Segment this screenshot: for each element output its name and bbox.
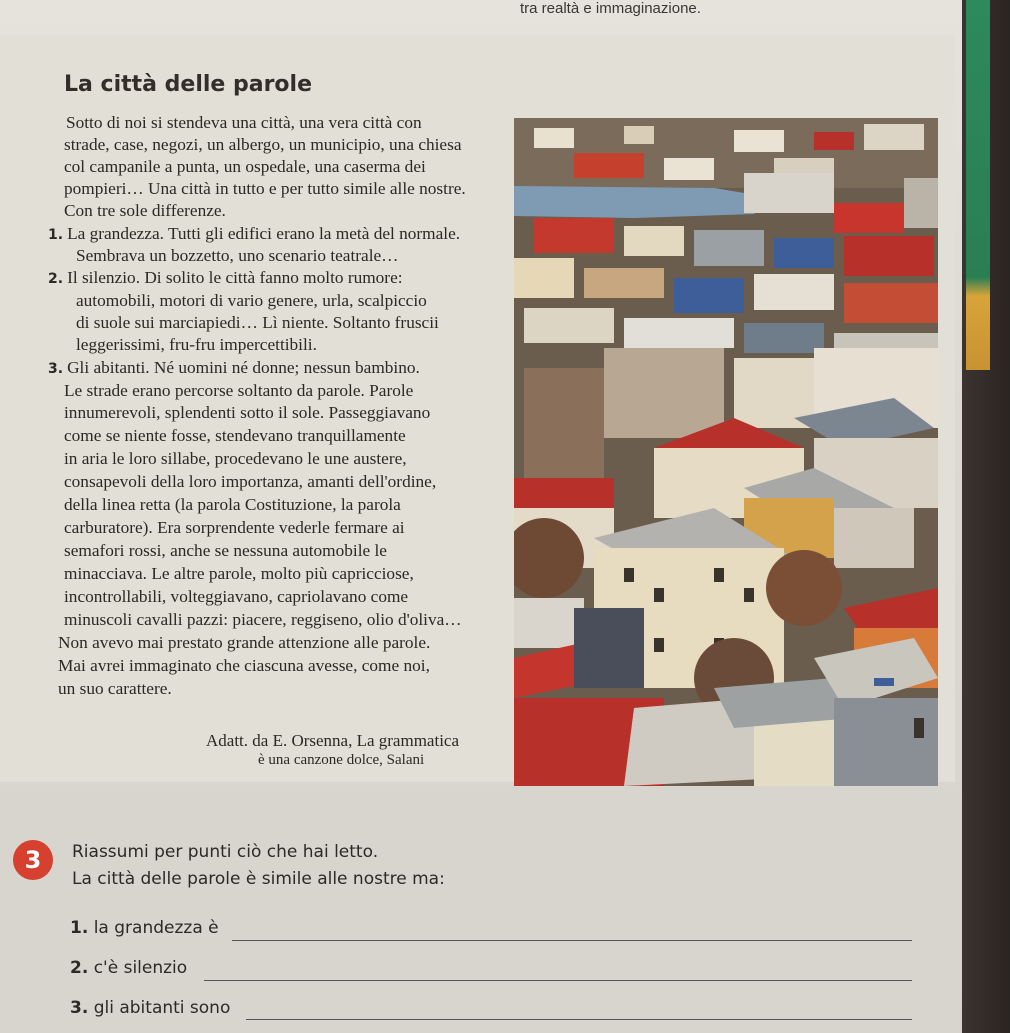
text-line: pompieri… Una città in tutto e per tutto simile alle nostre. [64, 179, 466, 198]
answer-blank-1[interactable] [232, 940, 912, 941]
exercise-item [70, 958, 187, 978]
exercise-item [70, 918, 219, 938]
exercise-item-text: c'è silenzio [93, 958, 188, 978]
list-item [48, 358, 420, 379]
text-line: Gli abitanti. Né uomini né donne; nessun bambino. [67, 358, 420, 377]
text-line: Sembrava un bozzetto, uno scenario teatrale… [76, 246, 399, 265]
answer-blank-2[interactable] [204, 980, 912, 981]
source-attribution: Adatt. da E. Orsenna, La grammatica [206, 731, 460, 750]
text-line: Mai avrei immaginato che ciascuna avesse, come noi, [58, 656, 430, 675]
text-line: Con tre sole differenze. [64, 201, 226, 220]
text-line: un suo carattere. [58, 679, 172, 698]
city-photo-illustration [514, 118, 938, 786]
text-line: automobili, motori di vario genere, urla, scalpiccio [76, 291, 427, 310]
exercise-item-number: 2. [70, 958, 89, 978]
text-line: Sotto di noi si stendeva una città, una vera città con [66, 113, 422, 132]
text-line: incontrollabili, volteggiavano, capriolavano come [64, 587, 409, 606]
text-line: come se niente fosse, stendevano tranquillamente [64, 426, 406, 445]
source-publisher: è una canzone dolce, Salani [258, 752, 425, 768]
running-header: tra realtà e immaginazione. [520, 0, 701, 17]
page-title: La città delle parole [64, 72, 312, 97]
city-rooftops-photo [514, 118, 938, 786]
text-line: minacciava. Le altre parole, molto più capricciose, [64, 564, 414, 583]
list-number: 3. [48, 361, 64, 377]
text-line: minuscoli cavalli pazzi: piacere, reggiseno, olio d'oliva… [64, 610, 462, 629]
text-line: innumerevoli, splendenti sotto il sole. Passeggiavano [64, 403, 431, 422]
exercise-item-text: gli abitanti sono [93, 998, 231, 1018]
list-number: 1. [48, 227, 64, 243]
list-item [48, 224, 460, 245]
exercise-item-number: 1. [70, 918, 89, 938]
list-number: 2. [48, 271, 64, 287]
exercise-number-badge: 3 [13, 840, 53, 880]
text-line: della linea retta (la parola Costituzione, la parola [64, 495, 401, 514]
text-line: leggerissimi, fru-fru impercettibili. [76, 335, 317, 354]
exercise-section [0, 786, 960, 1033]
text-line: carburatore). Era sorprendente vederle fermare ai [64, 518, 405, 537]
exercise-prompt: La città delle parole è simile alle nostre ma: [72, 869, 445, 889]
text-line: La grandezza. Tutti gli edifici erano la metà del normale. [67, 224, 461, 243]
text-line: di suole sui marciapiedi… Lì niente. Soltanto fruscii [76, 313, 439, 332]
text-line: col campanile a punta, un ospedale, una caserma dei [64, 157, 426, 176]
text-line: semafori rossi, anche se nessuna automobile le [64, 541, 387, 560]
answer-blank-3[interactable] [246, 1019, 912, 1020]
text-line: Il silenzio. Di solito le città fanno molto rumore: [67, 268, 403, 287]
list-item [48, 268, 403, 289]
text-line: consapevoli della loro importanza, amanti dell'ordine, [64, 472, 437, 491]
text-line: in aria le loro sillabe, procedevano le une austere, [64, 449, 407, 468]
text-line: Non avevo mai prestato grande attenzione alle parole. [58, 633, 431, 652]
exercise-item-number: 3. [70, 998, 89, 1018]
text-line: Le strade erano percorse soltanto da parole. Parole [64, 381, 414, 400]
bookmark-ribbon [966, 0, 990, 370]
exercise-instruction: Riassumi per punti ciò che hai letto. [72, 842, 379, 862]
exercise-item [70, 998, 230, 1018]
exercise-item-text: la grandezza è [93, 918, 219, 938]
text-line: strade, case, negozi, un albergo, un municipio, una chiesa [64, 135, 462, 154]
